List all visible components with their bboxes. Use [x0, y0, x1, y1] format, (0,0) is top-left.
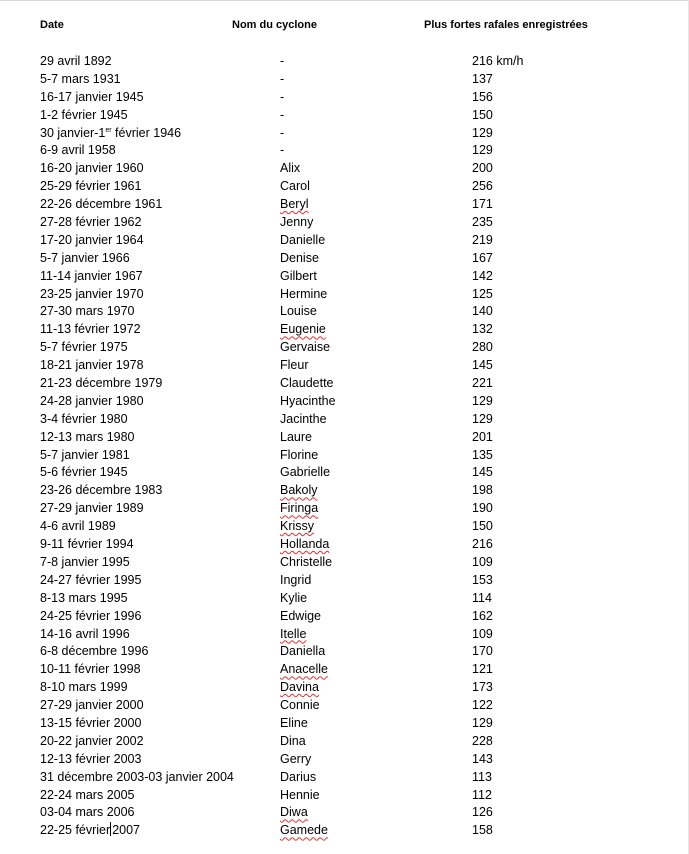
row-max-gust[interactable]: 109	[472, 626, 493, 641]
row-max-gust[interactable]: 129	[472, 143, 493, 158]
row-cyclone-name[interactable]: Laure	[280, 429, 312, 444]
row-date[interactable]: 21-23 décembre 1979	[40, 376, 163, 391]
row-max-gust[interactable]: 190	[472, 501, 493, 516]
table-row	[0, 357, 689, 375]
row-date[interactable]: 11-13 février 1972	[40, 322, 141, 337]
row-cyclone-name[interactable]: Jacinthe	[280, 411, 327, 426]
table-row	[0, 142, 689, 160]
row-max-gust[interactable]: 145	[472, 465, 493, 480]
row-cyclone-name[interactable]: Darius	[280, 769, 317, 784]
table-row	[0, 125, 689, 143]
row-cyclone-name[interactable]: -	[280, 54, 285, 68]
row-cyclone-name[interactable]: -	[280, 107, 285, 122]
row-date[interactable]: 8-10 mars 1999	[40, 680, 128, 695]
table-row	[0, 107, 689, 125]
row-date[interactable]: 13-15 février 2000	[40, 715, 142, 730]
row-max-gust[interactable]: 200	[472, 161, 493, 176]
table-row	[0, 643, 689, 661]
row-date[interactable]: 24-28 janvier 1980	[40, 393, 144, 408]
table-row	[0, 500, 689, 518]
page-top-border	[0, 0, 689, 1]
row-date[interactable]: 23-26 décembre 1983	[40, 483, 163, 498]
row-date[interactable]: 18-21 janvier 1978	[40, 358, 144, 373]
row-date[interactable]: 29 avril 1892	[40, 54, 112, 68]
table-row	[0, 804, 689, 822]
row-max-gust[interactable]: 156	[472, 89, 493, 104]
row-date[interactable]: 27-29 janvier 1989	[40, 501, 144, 516]
row-cyclone-name[interactable]: Bakoly	[280, 483, 318, 498]
row-cyclone-name[interactable]: -	[280, 89, 285, 104]
row-cyclone-name[interactable]: Firinga	[280, 501, 319, 516]
row-max-gust[interactable]: 150	[472, 107, 493, 122]
row-max-gust[interactable]: 167	[472, 250, 493, 265]
row-max-gust[interactable]: 121	[472, 662, 493, 677]
header-cyclone-name: Nom du cyclone	[232, 19, 317, 31]
row-cyclone-name[interactable]: Alix	[280, 161, 301, 176]
row-max-gust[interactable]: 256	[472, 179, 493, 194]
row-date[interactable]: 14-16 avril 1996	[40, 626, 130, 641]
row-max-gust[interactable]: 150	[472, 519, 493, 534]
row-cyclone-name[interactable]: Christelle	[280, 554, 333, 569]
row-cyclone-name[interactable]: Carol	[280, 179, 310, 194]
row-cyclone-name[interactable]: Diwa	[280, 805, 308, 820]
row-cyclone-name[interactable]: Danielle	[280, 232, 326, 247]
row-max-gust[interactable]: 122	[472, 698, 493, 713]
row-date[interactable]: 12-13 mars 1980	[40, 429, 135, 444]
row-max-gust[interactable]: 129	[472, 125, 493, 140]
row-max-gust[interactable]: 113	[472, 769, 492, 784]
row-max-gust[interactable]: 198	[472, 483, 493, 498]
row-max-gust[interactable]: 132	[472, 322, 493, 337]
row-date-part: 2007	[112, 823, 140, 838]
table-row	[0, 715, 689, 733]
row-date[interactable]: 22-24 mars 2005	[40, 787, 135, 802]
header-max-gusts: Plus fortes rafales enregistrées	[424, 19, 588, 31]
table-row	[0, 214, 689, 232]
table-row	[0, 518, 689, 536]
table-row	[0, 751, 689, 769]
row-max-gust[interactable]: 158	[472, 823, 493, 838]
row-cyclone-name[interactable]: -	[280, 143, 285, 158]
row-date-superscript: er	[105, 126, 112, 134]
row-date[interactable]: 6-9 avril 1958	[40, 143, 116, 158]
row-cyclone-name[interactable]: Connie	[280, 698, 320, 713]
row-date[interactable]: 8-13 mars 1995	[40, 590, 128, 605]
row-cyclone-name[interactable]: -	[280, 71, 285, 86]
row-date[interactable]: 03-04 mars 2006	[40, 805, 135, 820]
header-date: Date	[40, 19, 64, 31]
row-cyclone-name[interactable]: -	[280, 125, 285, 140]
row-cyclone-name[interactable]: Denise	[280, 250, 319, 265]
row-cyclone-name[interactable]: Louise	[280, 304, 317, 319]
table-row	[0, 697, 689, 715]
row-date[interactable]: 31 décembre 2003-03 janvier 2004	[40, 769, 234, 784]
row-date[interactable]: 7-8 janvier 1995	[40, 554, 130, 569]
row-date[interactable]: 23-25 janvier 1970	[40, 286, 144, 301]
table-row	[0, 303, 689, 321]
row-date[interactable]: 27-30 mars 1970	[40, 304, 135, 319]
row-date[interactable]: 5-6 février 1945	[40, 465, 128, 480]
row-date[interactable]: 24-27 février 1995	[40, 572, 142, 587]
row-date[interactable]: 17-20 janvier 1964	[40, 232, 144, 247]
row-date[interactable]: 27-29 janvier 2000	[40, 698, 144, 713]
row-date[interactable]: 6-8 décembre 1996	[40, 644, 149, 659]
row-cyclone-name[interactable]: Eline	[280, 715, 308, 730]
row-cyclone-name[interactable]: Davina	[280, 680, 319, 695]
row-cyclone-name[interactable]: Eugenie	[280, 322, 326, 337]
row-cyclone-name[interactable]: Kylie	[280, 590, 308, 605]
table-row	[0, 196, 689, 214]
row-cyclone-name[interactable]: Fleur	[280, 358, 309, 373]
row-date[interactable]: 22-26 décembre 1961	[40, 197, 163, 212]
row-cyclone-name[interactable]: Florine	[280, 447, 319, 462]
row-date[interactable]: 12-13 février 2003	[40, 751, 142, 766]
table-row	[0, 769, 689, 787]
row-date[interactable]: 24-25 février 1996	[40, 608, 142, 623]
row-max-gust[interactable]: 173	[472, 680, 493, 695]
row-max-gust[interactable]: 235	[472, 215, 493, 230]
row-date[interactable]: 5-7 mars 1931	[40, 71, 121, 86]
table-row	[0, 590, 689, 608]
row-cyclone-name[interactable]: Hyacinthe	[280, 393, 336, 408]
table-row	[0, 321, 689, 339]
table-row	[0, 268, 689, 286]
row-max-gust[interactable]: 228	[472, 733, 493, 748]
row-max-gust[interactable]: 216 km/h	[472, 54, 524, 68]
row-date[interactable]: 20-22 janvier 2002	[40, 733, 144, 748]
table-row	[0, 232, 689, 250]
row-date[interactable]: 16-20 janvier 1960	[40, 161, 144, 176]
row-max-gust[interactable]: 129	[472, 715, 493, 730]
row-max-gust[interactable]: 129	[472, 411, 493, 426]
row-date[interactable]: 4-6 avril 1989	[40, 519, 116, 534]
row-max-gust[interactable]: 143	[472, 751, 493, 766]
row-date[interactable]: 27-28 février 1962	[40, 215, 142, 230]
row-date[interactable]: 10-11 février 1998	[40, 662, 141, 677]
cyclone-list	[0, 53, 689, 840]
row-cyclone-name[interactable]: Gamede	[280, 823, 328, 838]
table-row	[0, 339, 689, 357]
table-row	[0, 411, 689, 429]
table-row	[0, 536, 689, 554]
row-max-gust[interactable]: 129	[472, 393, 493, 408]
row-cyclone-name[interactable]: Edwige	[280, 608, 321, 623]
table-row	[0, 554, 689, 572]
row-date[interactable]: 1-2 février 1945	[40, 107, 128, 122]
row-date-part: 30 janvier-1	[40, 125, 106, 140]
table-row	[0, 733, 689, 751]
row-max-gust[interactable]: 171	[472, 197, 493, 212]
row-date[interactable]: 16-17 janvier 1945	[40, 89, 144, 104]
row-max-gust[interactable]: 109	[472, 554, 493, 569]
row-date-part: février 1946	[111, 125, 182, 140]
row-max-gust[interactable]: 126	[472, 805, 493, 820]
table-row	[0, 608, 689, 626]
row-cyclone-name[interactable]: Daniella	[280, 644, 326, 659]
row-cyclone-name[interactable]: Jenny	[280, 215, 314, 230]
row-cyclone-name[interactable]: Krissy	[280, 519, 315, 534]
table-row	[0, 53, 689, 71]
row-max-gust[interactable]: 137	[472, 71, 493, 86]
table-row	[0, 787, 689, 805]
row-date[interactable]: 5-7 janvier 1966	[40, 250, 130, 265]
row-max-gust[interactable]: 153	[472, 572, 493, 587]
table-row	[0, 393, 689, 411]
row-cyclone-name[interactable]: Claudette	[280, 376, 334, 391]
row-date[interactable]: 9-11 février 1994	[40, 537, 134, 552]
row-cyclone-name[interactable]: Ingrid	[280, 572, 312, 587]
row-max-gust[interactable]: 216	[472, 537, 493, 552]
row-cyclone-name[interactable]: Hennie	[280, 787, 320, 802]
row-max-gust[interactable]: 114	[472, 590, 492, 605]
row-max-gust[interactable]: 140	[472, 304, 493, 319]
row-max-gust[interactable]: 221	[472, 376, 493, 391]
table-header	[0, 19, 689, 35]
table-row	[0, 661, 689, 679]
row-cyclone-name[interactable]: Gilbert	[280, 268, 317, 283]
table-row	[0, 178, 689, 196]
table-row	[0, 822, 689, 840]
row-max-gust[interactable]: 112	[472, 787, 492, 802]
table-row	[0, 429, 689, 447]
row-date[interactable]	[40, 125, 181, 143]
table-row	[0, 286, 689, 304]
table-row	[0, 89, 689, 107]
table-row	[0, 71, 689, 89]
row-max-gust[interactable]: 170	[472, 644, 493, 659]
row-max-gust[interactable]: 219	[472, 232, 493, 247]
row-cyclone-name[interactable]: Hermine	[280, 286, 328, 301]
row-date[interactable]: 3-4 février 1980	[40, 411, 128, 426]
table-row	[0, 482, 689, 500]
table-row	[0, 679, 689, 697]
row-cyclone-name[interactable]: Hollanda	[280, 537, 330, 552]
table-row	[0, 160, 689, 178]
row-cyclone-name[interactable]: Gerry	[280, 751, 312, 766]
row-cyclone-name[interactable]: Dina	[280, 733, 306, 748]
table-row	[0, 626, 689, 644]
table-row	[0, 250, 689, 268]
table-row	[0, 447, 689, 465]
row-date[interactable]: 25-29 février 1961	[40, 179, 142, 194]
row-cyclone-name[interactable]: Anacelle	[280, 662, 328, 677]
row-max-gust[interactable]: 201	[472, 429, 493, 444]
row-date[interactable]: 11-14 janvier 1967	[40, 268, 143, 283]
table-row	[0, 375, 689, 393]
row-max-gust[interactable]: 125	[472, 286, 493, 301]
row-date[interactable]: 5-7 février 1975	[40, 340, 128, 355]
row-max-gust[interactable]: 135	[472, 447, 493, 462]
row-date-part: 22-25 février	[40, 823, 111, 838]
table-row	[0, 572, 689, 590]
table-row	[0, 464, 689, 482]
row-cyclone-name[interactable]: Beryl	[280, 197, 309, 212]
row-date[interactable]: 5-7 janvier 1981	[40, 447, 130, 462]
row-cyclone-name[interactable]: Gabrielle	[280, 465, 331, 480]
row-max-gust[interactable]: 142	[472, 268, 493, 283]
row-cyclone-name[interactable]: Gervaise	[280, 340, 331, 355]
row-date[interactable]	[40, 822, 140, 840]
row-max-gust[interactable]: 280	[472, 340, 493, 355]
row-max-gust[interactable]: 162	[472, 608, 493, 623]
row-cyclone-name[interactable]: Itelle	[280, 626, 307, 641]
row-max-gust[interactable]: 145	[472, 358, 493, 373]
